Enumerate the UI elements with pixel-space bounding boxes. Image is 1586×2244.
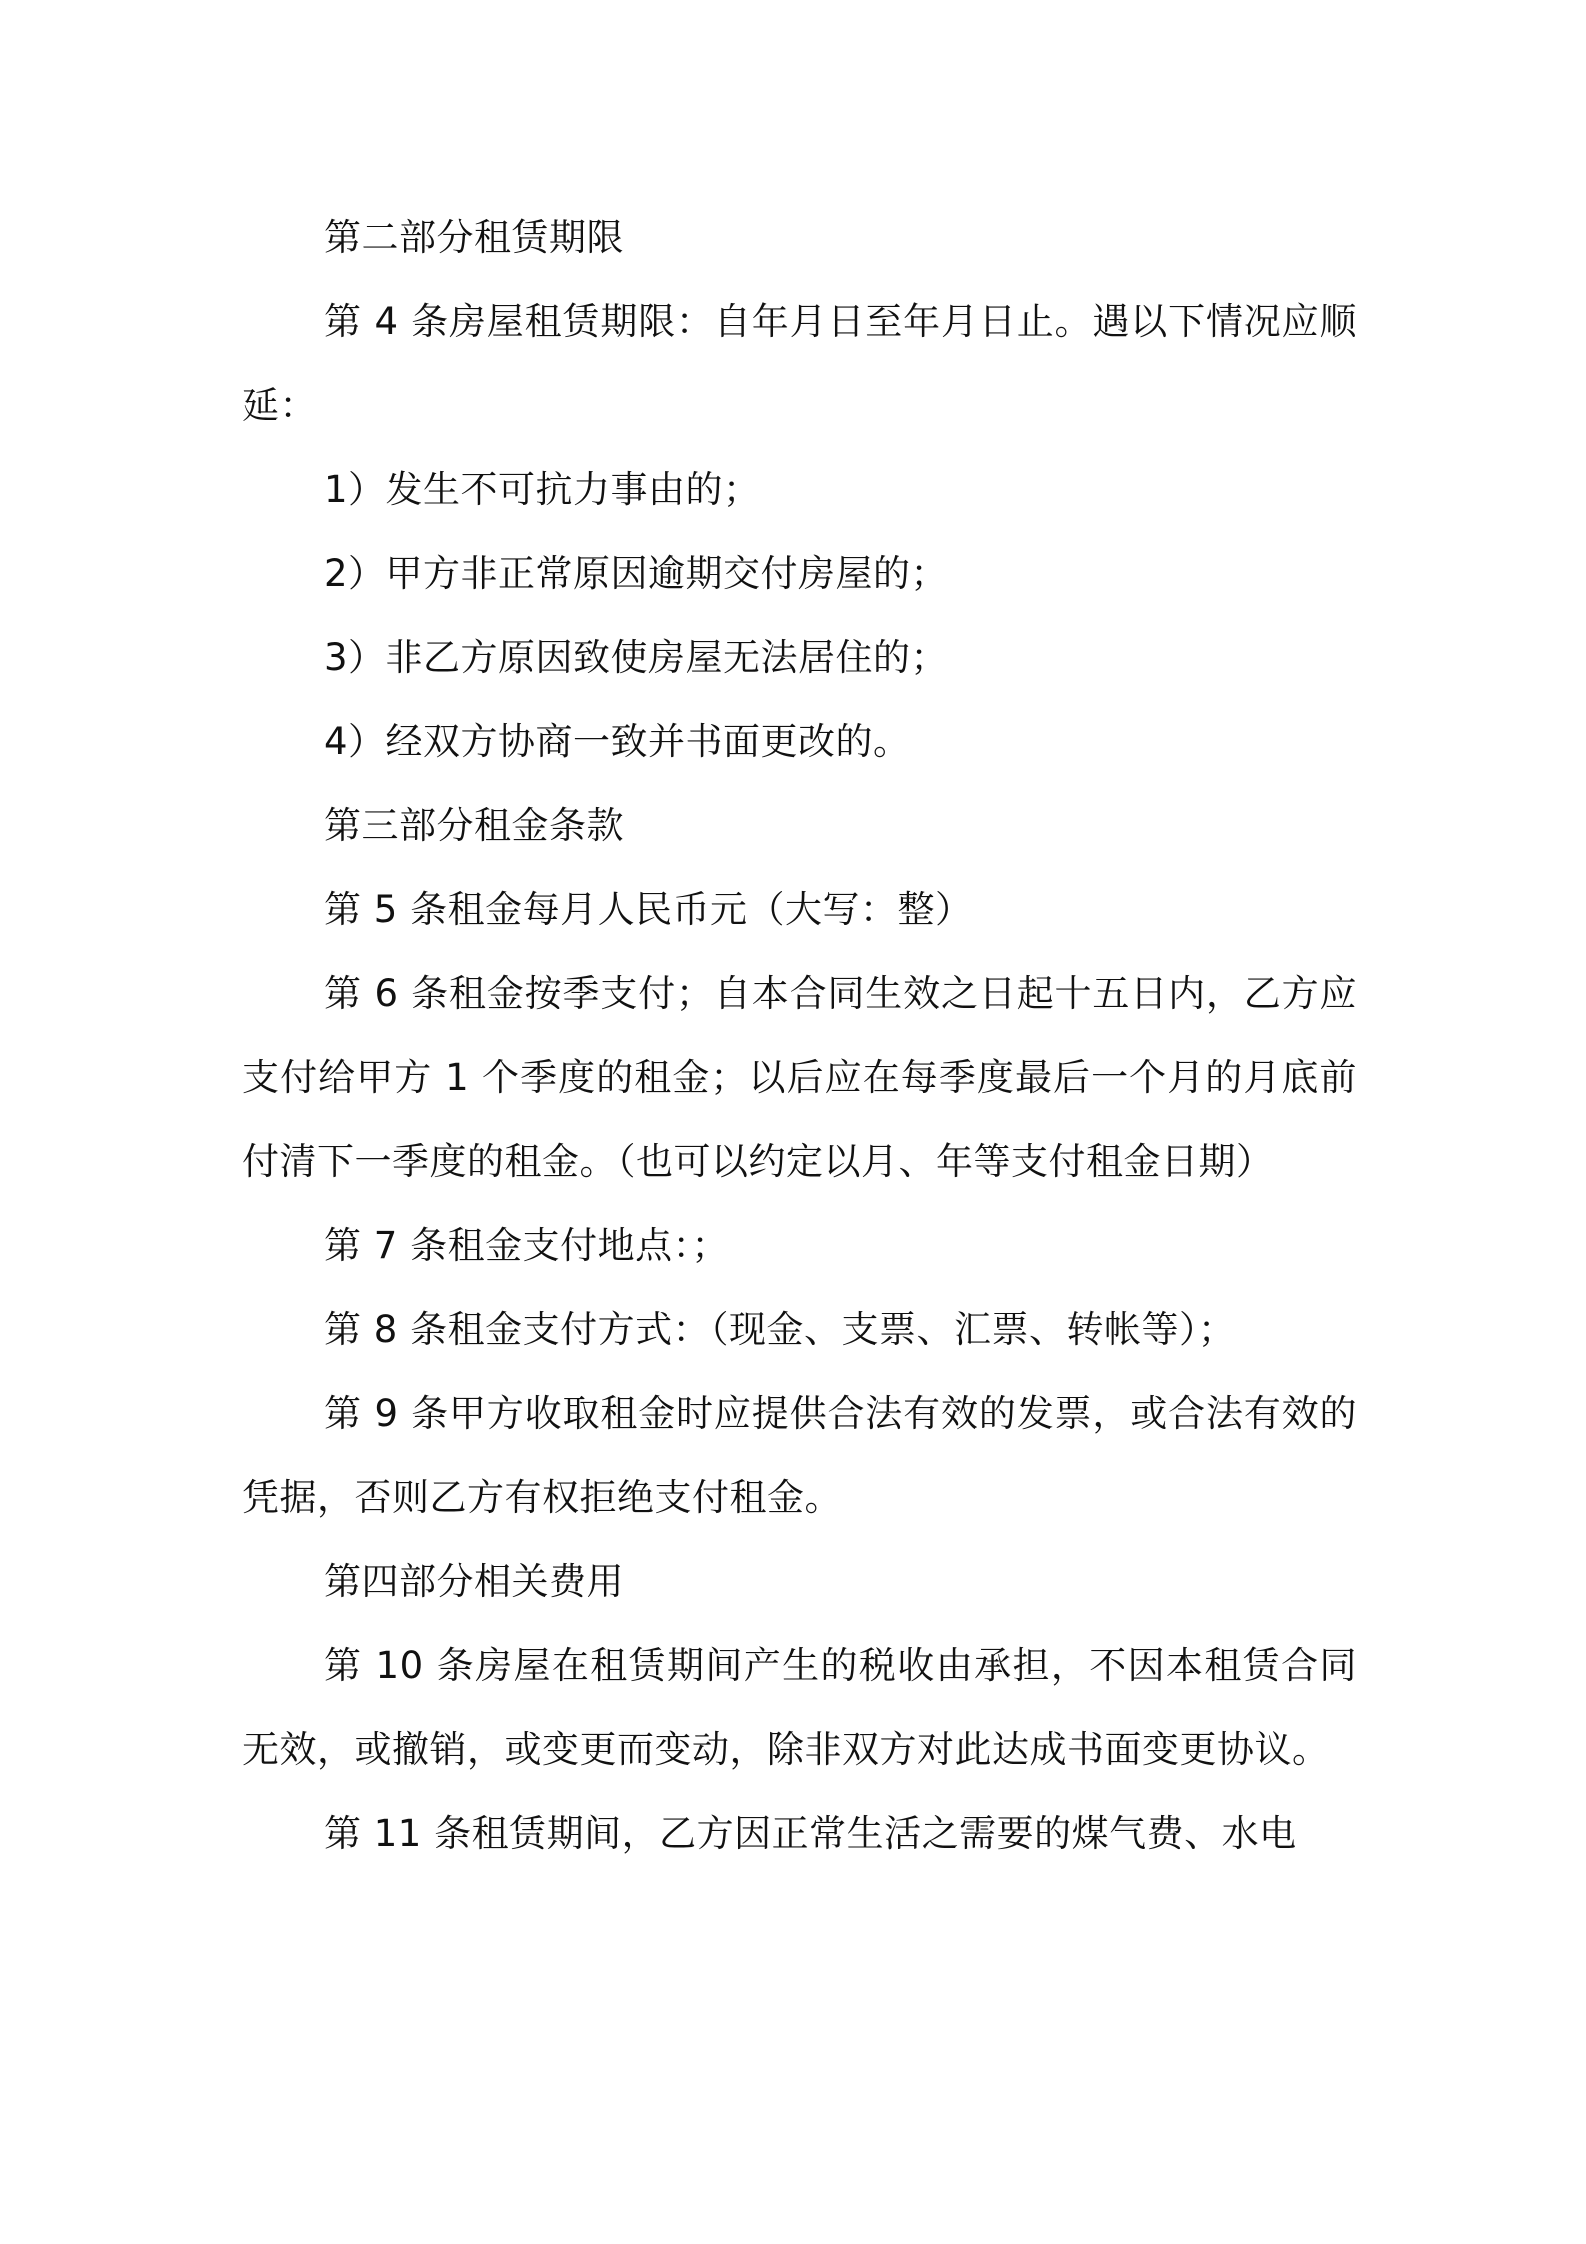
clause-4-item-4: 4）经双方协商一致并书面更改的。 xyxy=(324,720,911,763)
clause-4-item-1: 1）发生不可抗力事由的； xyxy=(324,468,761,511)
clause-10: 第 10 条房屋在租赁期间产生的税收由承担，不因本租赁合同无效，或撤销，或变更而变动，除非双方对此达成书面变更协议。 xyxy=(242,1644,1357,1771)
document-body xyxy=(242,196,1357,1876)
section-heading-part-2: 第二部分租赁期限 xyxy=(324,216,624,259)
clause-6: 第 6 条租金按季支付；自本合同生效之日起十五日内，乙方应支付给甲方 1 个季度的租金；以后应在每季度最后一个月的月底前付清下一季度的租金。（也可以约定以月、年等支付租金日期） xyxy=(242,972,1357,1183)
section-heading-part-3: 第三部分租金条款 xyxy=(324,804,624,847)
clause-5: 第 5 条租金每月人民币元（大写：整） xyxy=(324,888,973,931)
clause-4-item-2: 2）甲方非正常原因逾期交付房屋的； xyxy=(324,552,949,595)
clause-4-item-3: 3）非乙方原因致使房屋无法居住的； xyxy=(324,636,949,679)
clause-4: 第 4 条房屋租赁期限：自年月日至年月日止。遇以下情况应顺延： xyxy=(242,300,1357,427)
clause-7: 第 7 条租金支付地点：； xyxy=(324,1224,730,1267)
clause-9: 第 9 条甲方收取租金时应提供合法有效的发票，或合法有效的凭据，否则乙方有权拒绝支付租金。 xyxy=(242,1392,1357,1519)
clause-8: 第 8 条租金支付方式：（现金、支票、汇票、转帐等）； xyxy=(324,1308,1236,1351)
clause-11: 第 11 条租赁期间，乙方因正常生活之需要的煤气费、水电 xyxy=(324,1812,1297,1855)
section-heading-part-4: 第四部分相关费用 xyxy=(324,1560,624,1603)
